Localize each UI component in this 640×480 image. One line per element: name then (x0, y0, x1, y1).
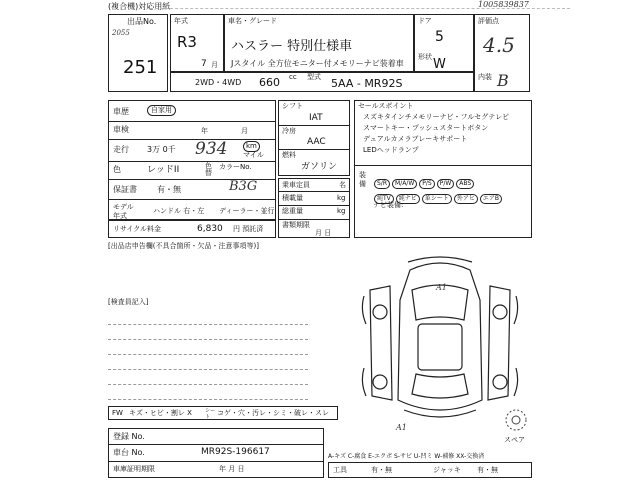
vehicle-grade: Jスタイル 全方位モニター付メモリーナビ装着車 (231, 59, 404, 68)
lot-number-small: 2055 (112, 29, 130, 37)
lot-number-box (108, 14, 168, 92)
row-divider (109, 444, 323, 445)
sales-points-box (354, 100, 532, 238)
fw-marks: キズ・ヒビ・割レ X (129, 409, 192, 417)
row-divider (109, 121, 275, 122)
car-right-rear-fender (514, 368, 518, 396)
capacity-unit: 名 (339, 181, 346, 189)
wheel-rear-right (493, 375, 507, 389)
lot-number-label: 出品No. (127, 17, 157, 26)
row-divider (109, 161, 275, 162)
chassis-label: 車台 No. (113, 448, 145, 457)
ac-value: AAC (307, 137, 326, 147)
equipment-chip: M/A/W (392, 179, 417, 189)
wheel-rear-left (373, 375, 387, 389)
tools-value: 有・無 (371, 466, 392, 474)
garage-cert-unit: 年 月 日 (219, 465, 245, 473)
fuel-value: ガソリン (301, 162, 338, 172)
door-shape-box (414, 14, 474, 72)
equipment-chip: 外アヒ (454, 194, 478, 204)
displacement-value: 660 (259, 76, 280, 89)
nav-equipment-label: ナビ装備: (373, 201, 404, 209)
history-value: 自家用 (147, 105, 176, 116)
expiry-unit: 月 日 (315, 229, 332, 237)
capacity-weight-box (278, 178, 350, 238)
year-label: 年式 (174, 17, 188, 25)
garage-cert-label: 車庫証明期限 (113, 465, 155, 473)
form-type-label: (複合機)対応用紙 (108, 2, 171, 11)
note-line (108, 354, 308, 355)
door-label: ドア (418, 17, 432, 25)
jack-value: 有・無 (477, 466, 498, 474)
year-month: 7 (201, 59, 207, 69)
row-divider (279, 219, 349, 220)
equipment-chip: 革シート (422, 194, 452, 204)
equipment-chip: P/W (437, 179, 455, 189)
fuel-label: 燃料 (282, 151, 296, 159)
wheel-front-left (373, 305, 387, 319)
capacity-label: 乗車定員 (282, 181, 310, 189)
expiry-label: 書類期限 (282, 221, 310, 229)
row-divider (279, 205, 349, 206)
top-reference-number: 1005839837 (478, 0, 529, 9)
inspection-month-unit: 月 (241, 127, 248, 135)
car-left-rear-fender (362, 368, 366, 396)
equipment-label: 装備 (359, 171, 366, 188)
score-box (474, 14, 530, 92)
shift-ac-fuel-box (278, 100, 350, 176)
history-label: 車歴 (113, 107, 129, 116)
tools-label: 工具 (333, 466, 347, 474)
rear-bumper (404, 410, 476, 417)
registration-table (108, 428, 324, 478)
inspection-year-unit: 年 (201, 127, 208, 135)
spare-tire-icon (504, 408, 532, 434)
shape-value: W (433, 57, 446, 72)
equipment-chip: ABS (456, 179, 474, 189)
fw-seat-row (108, 406, 338, 420)
load-kg-unit: kg (337, 194, 346, 202)
inspector-notes-header: [検査員記入] (108, 298, 149, 306)
score-label: 評価点 (478, 17, 499, 25)
damage-mark-front: A1 (436, 283, 447, 292)
damage-legend: A-キズ C-腐食 E-エクボ S-サビ U-凹ミ W-補修 XX-交換済 (328, 453, 485, 460)
equipment-chip: エアB (480, 194, 502, 204)
interior-value: B (497, 71, 509, 90)
row-divider (279, 149, 349, 150)
notes-header: [出品店申告欄(不具合箇所・欠品・注意事項等)] (108, 242, 259, 250)
chassis-value: MR92S-196617 (201, 447, 270, 457)
door-value: 5 (435, 29, 444, 45)
recycle-unit: 円 預託済 (233, 225, 264, 233)
vehicle-name-box (224, 14, 414, 72)
car-damage-diagram (360, 250, 520, 440)
sales-points-header: セールスポイント (358, 102, 414, 110)
drive-type: 2WD・4WD (195, 78, 242, 87)
handle-label: ハンドル 右・左 (153, 207, 205, 215)
mileage-prefix: 3万 0千 (147, 145, 176, 154)
score-value: 4.5 (483, 33, 515, 57)
lot-number-value: 251 (123, 57, 158, 78)
model-value: 5AA - MR92S (331, 77, 403, 90)
equipment-chip: S/R (374, 179, 390, 189)
ac-label: 冷房 (282, 127, 296, 135)
note-line (108, 369, 308, 370)
sales-point-line: デュアルカメラブレーキサポート (363, 135, 468, 143)
year-month-unit: 月 (211, 61, 218, 69)
car-roof (418, 324, 462, 370)
km-unit: km (243, 141, 260, 152)
dealer-label: ディーラー・並行 (219, 207, 275, 215)
row-divider (109, 199, 275, 200)
row-divider (355, 165, 531, 166)
equipment-chip: 純TV (374, 194, 394, 204)
equipment-chip: 純ナビ (396, 194, 420, 204)
car-rear-window (412, 374, 468, 398)
year-era: R3 (177, 33, 197, 51)
seat-label: シート (205, 408, 216, 420)
sales-point-line: スズキタインチメモリーナビ・フルセグテレビ (363, 113, 510, 121)
weight-label: 総重量 (282, 207, 303, 215)
inspection-label: 車検 (113, 125, 129, 134)
row-divider (109, 139, 275, 140)
vehicle-name-label: 車名・グレード (228, 17, 277, 25)
seat-marks: コゲ・穴・汚レ・シミ・破レ・スレ (217, 409, 329, 417)
warranty-label: 保証書 (113, 185, 137, 194)
equipment-chip: P/S (419, 179, 434, 189)
front-bumper (408, 257, 472, 262)
row-divider (279, 191, 349, 192)
shape-label: 形状 (418, 53, 432, 61)
inspector-notes-lines (108, 312, 308, 400)
color-change-label: 色替 (205, 162, 212, 177)
mile-unit: マイル (243, 151, 264, 159)
jack-label: ジャッキ (433, 466, 461, 474)
wheel-front-right (493, 305, 507, 319)
note-line (108, 384, 308, 385)
car-left-front-fender (362, 296, 366, 324)
color-value: レッドII (147, 165, 180, 175)
load-label: 積載量 (282, 194, 303, 202)
model-label: 型式 (307, 73, 321, 81)
cc-unit: cc (289, 73, 297, 81)
damage-mark-rear: A1 (396, 423, 407, 432)
color-no-label: カラーNo. (219, 163, 252, 171)
shift-value: IAT (309, 113, 323, 123)
fw-label: FW (112, 409, 123, 417)
row-divider (109, 461, 323, 462)
spare-label: スペア (504, 436, 525, 444)
vehicle-details-table (108, 100, 276, 220)
vehicle-name: ハスラー 特別仕様車 (231, 39, 353, 54)
row-divider (279, 125, 349, 126)
tools-jack-row (328, 462, 532, 478)
interior-label: 内装 (478, 73, 492, 81)
note-line (108, 324, 308, 325)
color-no-value: B3G (229, 179, 258, 194)
recycle-label: リサイクル料金 (113, 225, 162, 233)
car-right-front-fender (514, 296, 518, 324)
model-year-label: モデル年式 (113, 203, 134, 220)
weight-kg-unit: kg (337, 207, 346, 215)
note-line (108, 399, 308, 400)
warranty-value: 有・無 (157, 185, 181, 194)
sales-point-line: スマートキー・プッシュスタートボタン (363, 124, 489, 132)
sales-point-line: LEDヘッドランプ (363, 146, 419, 154)
top-divider (150, 8, 570, 10)
shift-label: シフト (282, 102, 303, 110)
mileage-value: 934 (195, 139, 228, 159)
recycle-value: 6,830 (197, 224, 223, 234)
color-label: 色 (113, 165, 121, 174)
spec-row (170, 72, 474, 92)
mileage-label: 走行 (113, 145, 129, 154)
year-box (170, 14, 224, 72)
recycle-row (108, 220, 276, 238)
note-line (108, 339, 308, 340)
reg-label: 登録 No. (113, 432, 145, 441)
